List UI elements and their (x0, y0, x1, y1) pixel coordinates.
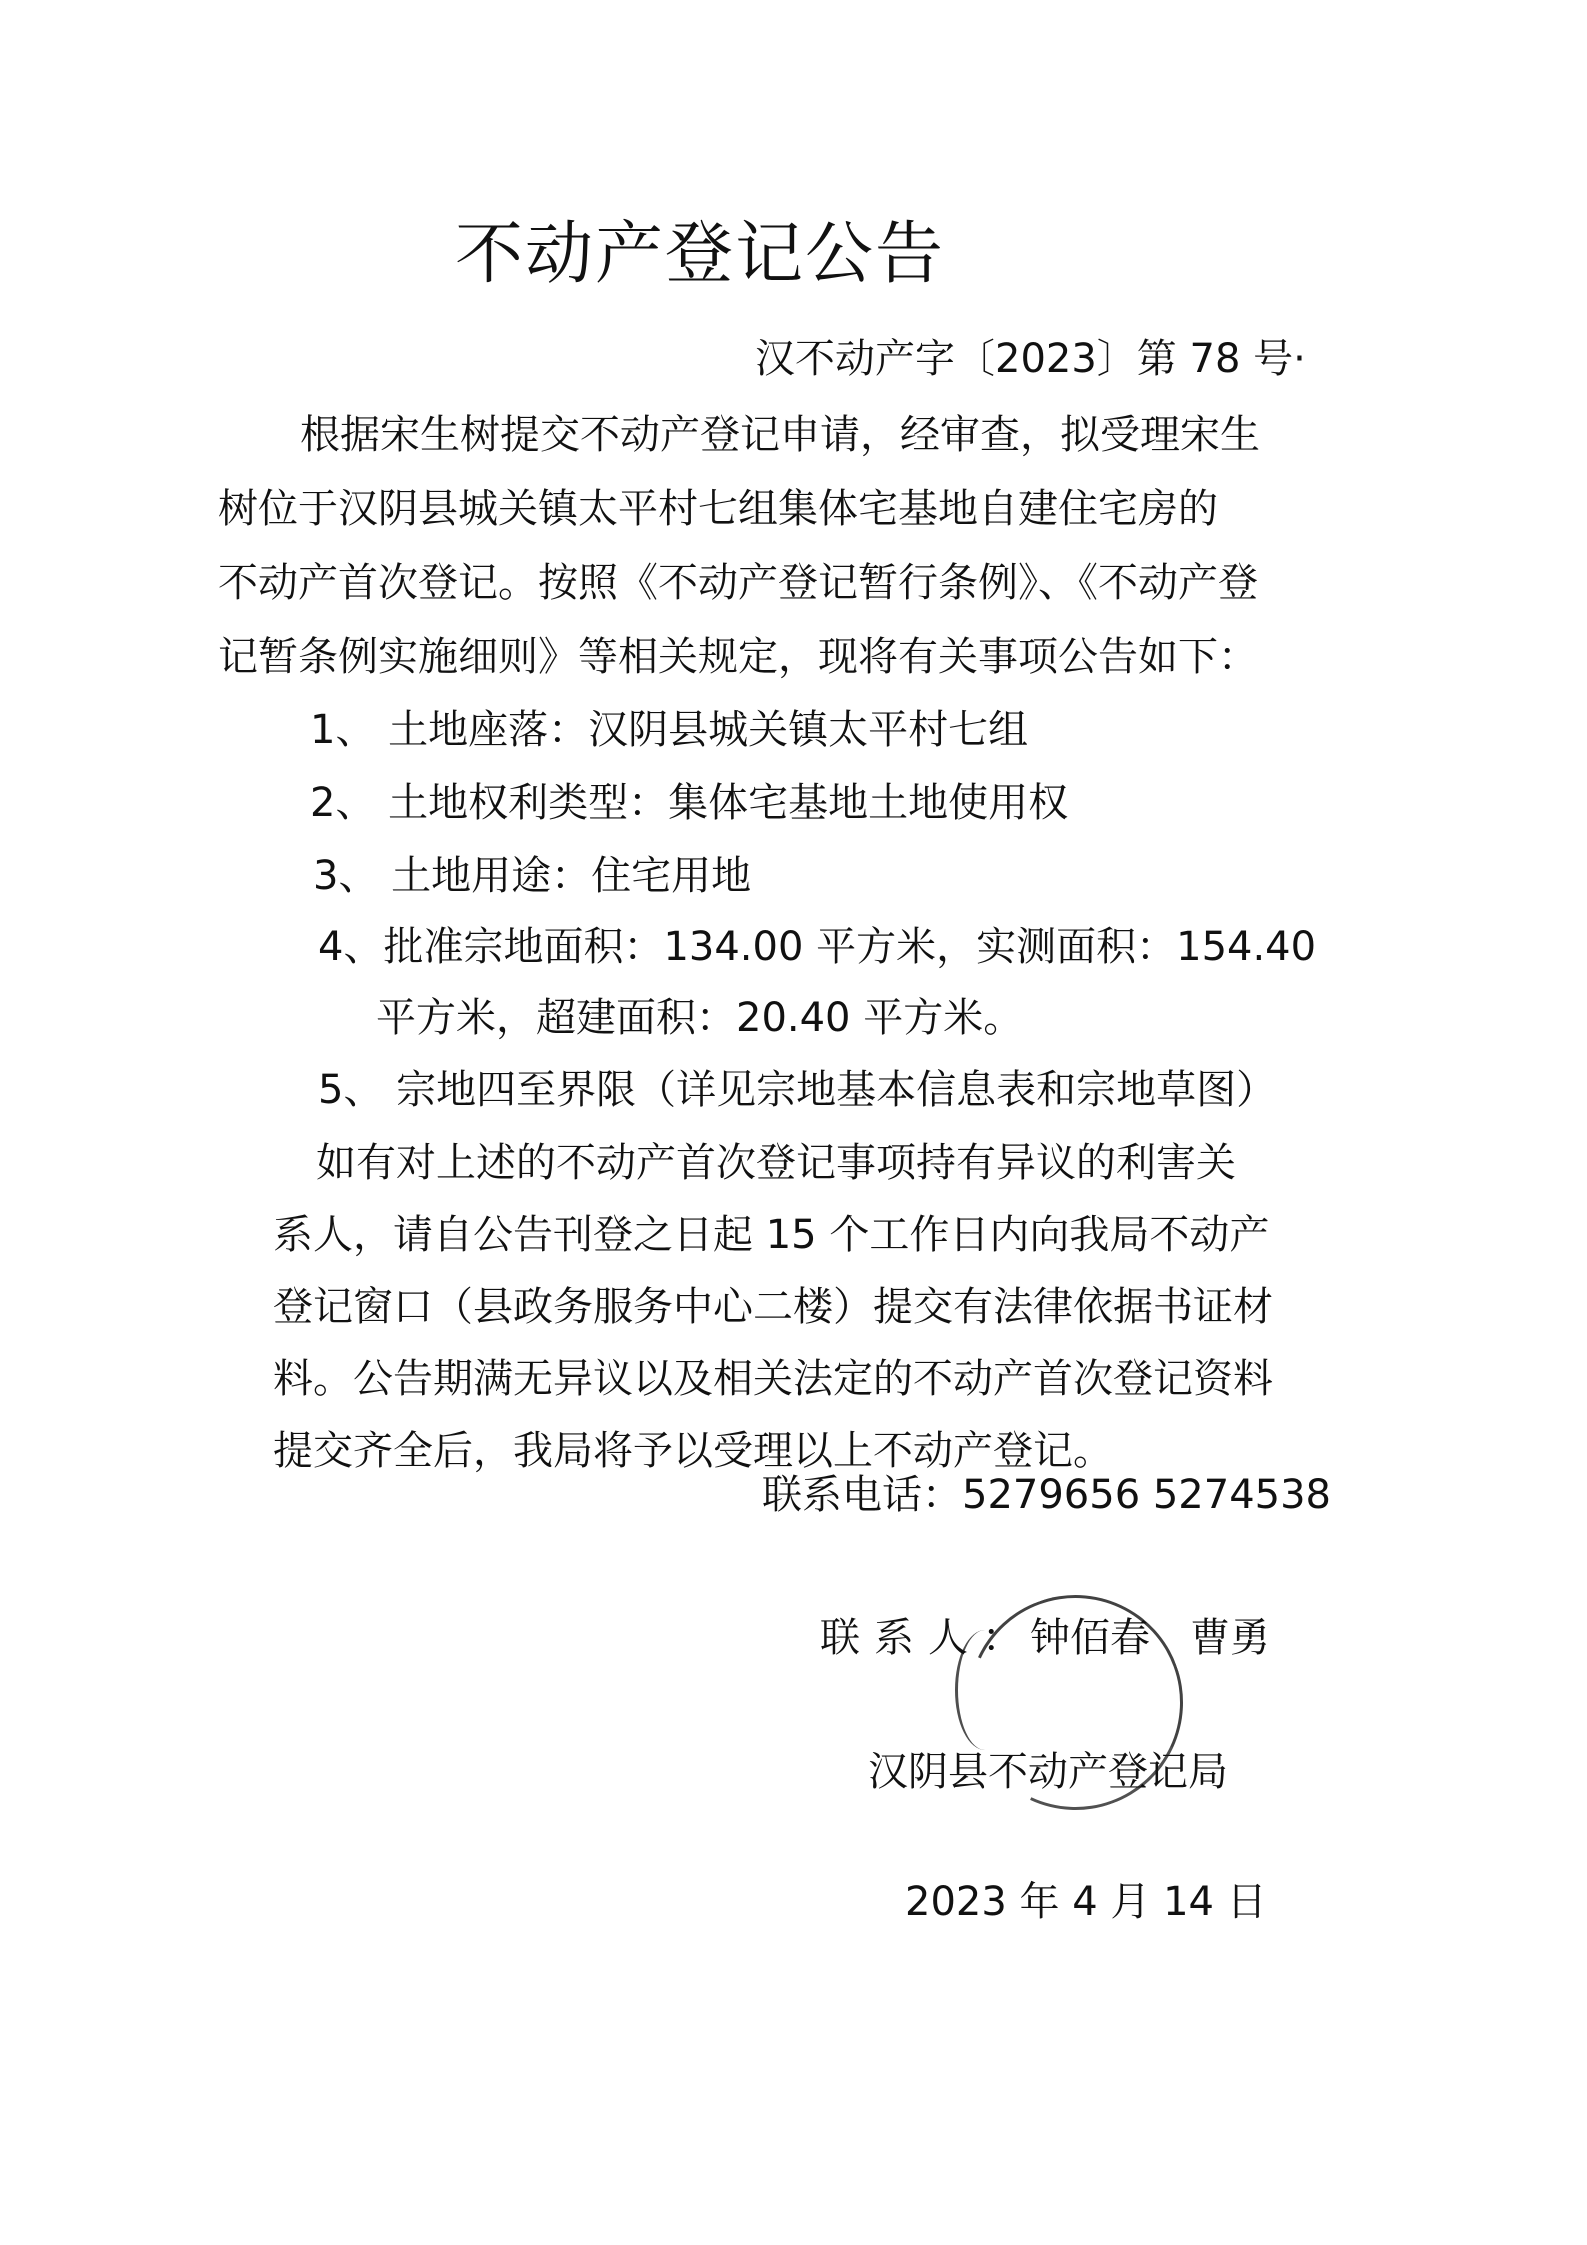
body-line: 树位于汉阴县城关镇太平村七组集体宅基地自建住宅房的 (218, 486, 1218, 532)
list-item: 2、 土地权利类型：集体宅基地土地使用权 (310, 780, 1069, 826)
notice-line: 系人，请自公告刊登之日起 15 个工作日内向我局不动产 (273, 1212, 1270, 1258)
contact-phone: 联系电话：5279656 5274538 (762, 1472, 1332, 1518)
list-item: 5、 宗地四至界限（详见宗地基本信息表和宗地草图） (318, 1067, 1277, 1113)
list-item: 4、批准宗地面积：134.00 平方米，实测面积：154.40 (318, 924, 1317, 970)
document-title: 不动产登记公告 (455, 215, 946, 294)
list-item: 1、 土地座落：汉阴县城关镇太平村七组 (310, 707, 1029, 753)
document-number: 汉不动产字〔2023〕第 78 号· (755, 336, 1306, 382)
notice-line: 提交齐全后，我局将予以受理以上不动产登记。 (273, 1428, 1113, 1474)
list-item: 3、 土地用途：住宅用地 (313, 853, 752, 899)
list-item-continuation: 平方米，超建面积：20.40 平方米。 (376, 995, 1024, 1041)
contact-name: 曹勇 (1190, 1615, 1270, 1661)
contact-names (1030, 1606, 1270, 1663)
notice-line: 料。公告期满无异议以及相关法定的不动产首次登记资料 (273, 1356, 1273, 1402)
contact-name: 钟佰春 (1030, 1615, 1150, 1661)
contact-label: 联系人： (820, 1615, 1036, 1661)
notice-line: 如有对上述的不动产首次登记事项持有异议的利害关 (316, 1140, 1236, 1186)
issuer-name: 汉阴县不动产登记局 (868, 1749, 1228, 1795)
body-line: 记暂条例实施细则》等相关规定，现将有关事项公告如下： (218, 634, 1258, 680)
issue-date: 2023 年 4 月 14 日 (905, 1879, 1267, 1925)
body-line: 不动产首次登记。按照《不动产登记暂行条例》、《不动产登 (218, 560, 1258, 606)
body-line: 根据宋生树提交不动产登记申请，经审查，拟受理宋生 (300, 412, 1260, 458)
notice-line: 登记窗口（县政务服务中心二楼）提交有法律依据书证材 (273, 1284, 1273, 1330)
